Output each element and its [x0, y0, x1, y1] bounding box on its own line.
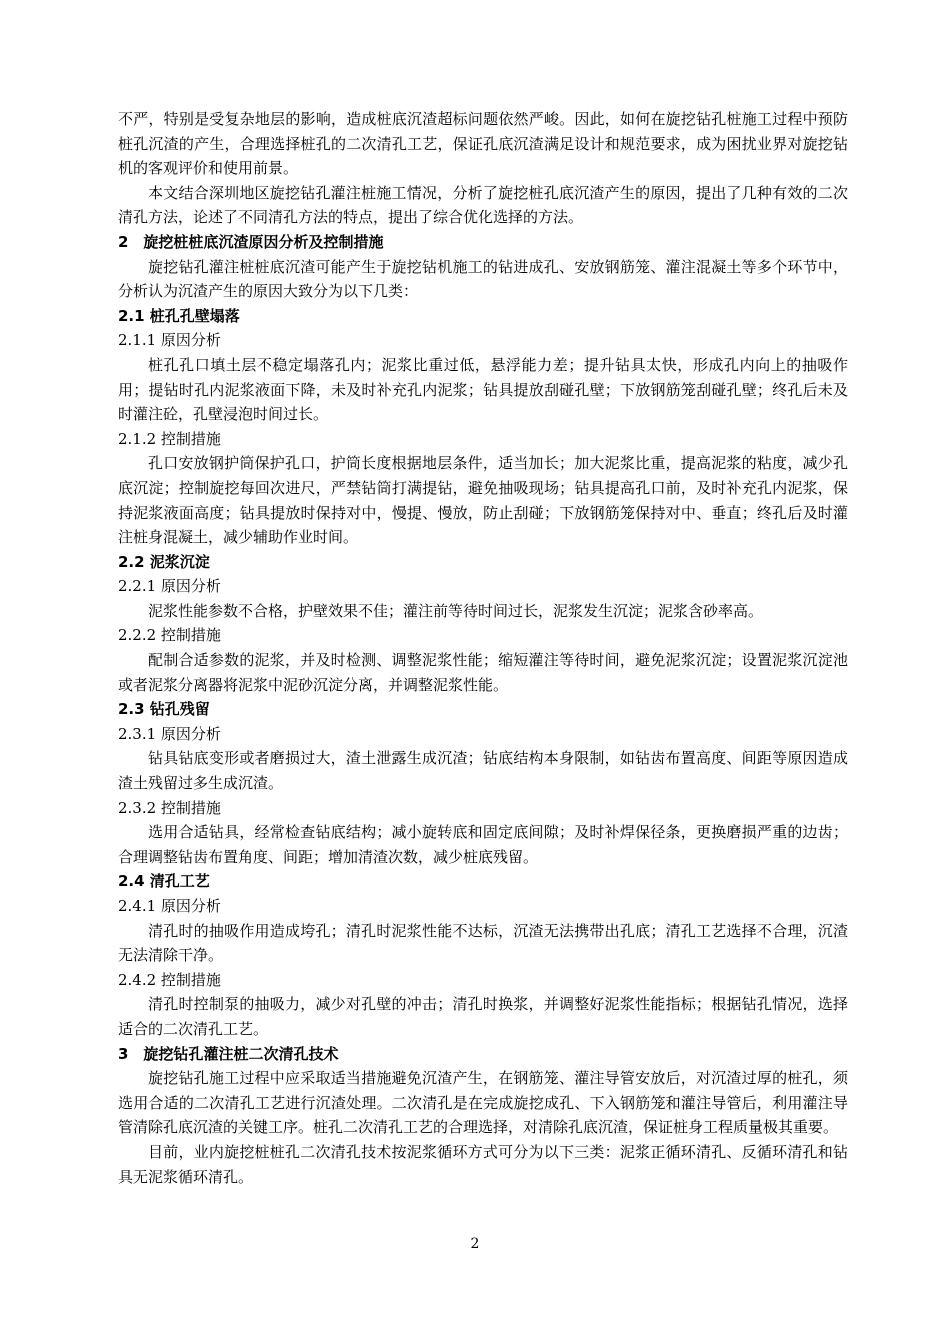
paragraph: 选用合适钻具，经常检查钻底结构；减小旋转底和固定底间隙；及时补焊保径条，更换磨损严重的边齿；合理调整钻齿布置角度、间距；增加清渣次数，减少桩底残留。 — [118, 823, 848, 866]
paragraph: 孔口安放钢护筒保护孔口，护筒长度根据地层条件，适当加长；加大泥浆比重，提高泥浆的粘度，减少孔底沉淀；控制旋挖每回次进尺，严禁钻筒打满提钻，避免抽吸现场；钻具提高孔口前，及时补充孔内泥浆，保持泥浆液面高度；钻具提放时保持对中，慢提、慢放，防止刮碰；下放钢筋笼保持对中、垂直；终孔后及时灌注桩身混凝土，减少辅助作业时间。 — [118, 454, 848, 547]
subsubsection-heading: 2.3.1 原因分析 — [118, 724, 221, 743]
paragraph: 泥浆性能参数不合格，护壁效果不佳；灌注前等待时间过长，泥浆发生沉淀；泥浆含砂率高。 — [148, 601, 764, 620]
subsection-heading-2-3: 2.3 钻孔残留 — [118, 700, 210, 719]
subsubsection-heading: 2.1.2 控制措施 — [118, 429, 221, 448]
paragraph: 配制合适参数的泥浆，并及时检测、调整泥浆性能；缩短灌注等待时间，避免泥浆沉淀；设置泥浆沉淀池或者泥浆分离器将泥浆中泥砂沉淀分离，并调整泥浆性能。 — [118, 651, 848, 694]
subsubsection-heading: 2.2.2 控制措施 — [118, 626, 221, 645]
paragraph: 旋挖钻孔施工过程中应采取适当措施避免沉渣产生，在钢筋笼、灌注导管安放后，对沉渣过厚的桩孔，须选用合适的二次清孔工艺进行沉渣处理。二次清孔是在完成旋挖成孔、下入钢筋笼和灌注导管后，利用灌注导管清除孔底沉渣的关键工序。桩孔二次清孔工艺的合理选择，对清除孔底沉渣，保证桩身工程质量极其重要。 — [118, 1069, 848, 1137]
paragraph: 目前，业内旋挖桩桩孔二次清孔技术按泥浆循环方式可分为以下三类：泥浆正循环清孔、反循环清孔和钻具无泥浆循环清孔。 — [118, 1142, 848, 1186]
subsubsection-heading: 2.3.2 控制措施 — [118, 798, 221, 817]
paragraph: 钻具钻底变形或者磨损过大，渣土泄露生成沉渣；钻底结构本身限制，如钻齿布置高度、间距等原因造成渣土残留过多生成沉渣。 — [118, 749, 848, 793]
page-number: 2 — [470, 1236, 480, 1252]
paragraph: 不严，特别是受复杂地层的影响，造成桩底沉渣超标问题依然严峻。因此，如何在旋挖钻孔桩施工过程中预防桩孔沉渣的产生，合理选择桩孔的二次清孔工艺，保证孔底沉渣满足设计和规范要求，成为困扰业界对旋挖钻机的客观评价和使用前景。 — [118, 110, 848, 178]
section-heading-2: 2 旋挖桩桩底沉渣原因分析及控制措施 — [118, 232, 384, 251]
subsubsection-heading: 2.4.2 控制措施 — [118, 970, 221, 989]
section-heading-3: 3 旋挖钻孔灌注桩二次清孔技术 — [118, 1044, 339, 1063]
paragraph: 本文结合深圳地区旋挖钻孔灌注桩施工情况，分析了旋挖桩孔底沉渣产生的原因，提出了几种有效的二次清孔方法，论述了不同清孔方法的特点，提出了综合优化选择的方法。 — [118, 183, 848, 227]
paragraph: 旋挖钻孔灌注桩桩底沉渣可能产生于旋挖钻机施工的钻进成孔、安放钢筋笼、灌注混凝土等多个环节中，分析认为沉渣产生的原因大致分为以下几类： — [118, 257, 848, 301]
document-body — [118, 107, 848, 1189]
paragraph: 清孔时的抽吸作用造成垮孔；清孔时泥浆性能不达标，沉渣无法携带出孔底；清孔工艺选择不合理，沉渣无法清除干净。 — [118, 921, 848, 965]
subsection-heading-2-2: 2.2 泥浆沉淀 — [118, 552, 210, 571]
subsection-heading-2-1: 2.1 桩孔孔壁塌落 — [118, 306, 240, 325]
subsubsection-heading: 2.2.1 原因分析 — [118, 577, 221, 596]
subsubsection-heading: 2.1.1 原因分析 — [118, 331, 221, 350]
subsection-heading-2-4: 2.4 清孔工艺 — [118, 872, 210, 891]
paragraph: 清孔时控制泵的抽吸力，减少对孔壁的冲击；清孔时换浆，并调整好泥浆性能指标；根据钻孔情况，选择适合的二次清孔工艺。 — [118, 995, 848, 1038]
subsubsection-heading: 2.4.1 原因分析 — [118, 897, 221, 915]
paragraph: 桩孔孔口填土层不稳定塌落孔内；泥浆比重过低，悬浮能力差；提升钻具太快，形成孔内向上的抽吸作用；提钻时孔内泥浆液面下降，未及时补充孔内泥浆；钻具提放刮碰孔壁；下放钢筋笼刮碰孔壁；终孔后未及时灌注砼，孔壁浸泡时间过长。 — [118, 355, 848, 424]
